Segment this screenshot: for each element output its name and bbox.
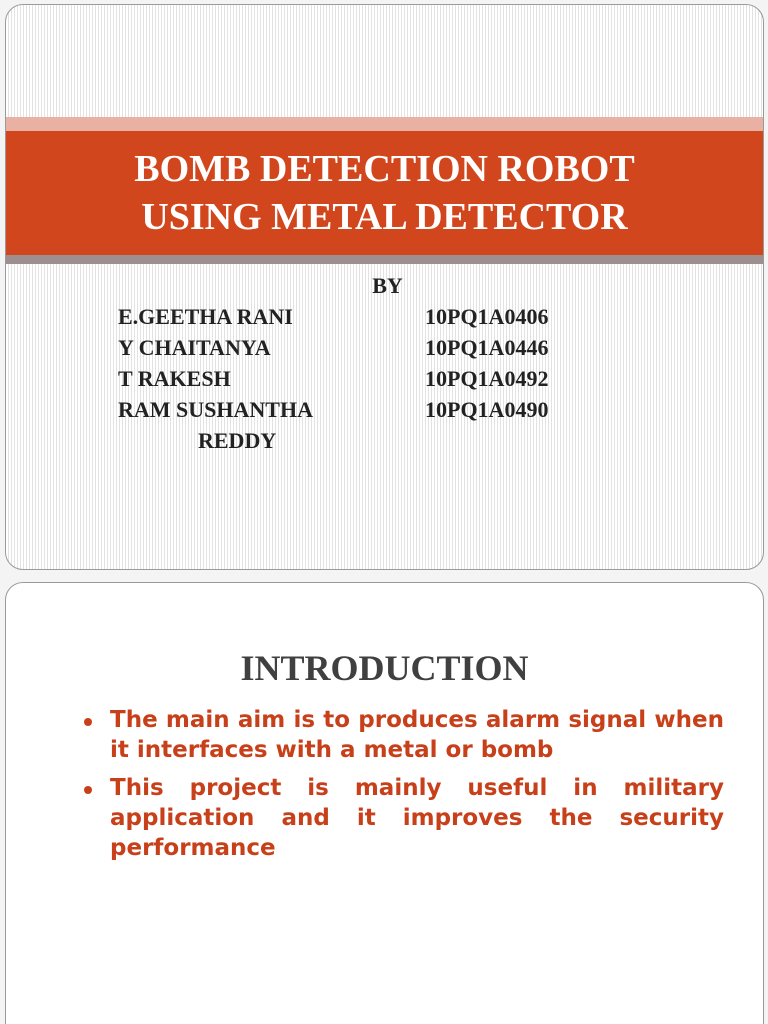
bullet-text: The main aim is to produces alarm signal when it interfaces with a metal or bomb bbox=[110, 707, 724, 763]
bullet-item bbox=[82, 773, 724, 863]
author-id: 10PQ1A0490 bbox=[425, 397, 549, 422]
bullet-text: This project is mainly useful in military application and it improves the security performance bbox=[110, 775, 724, 861]
title-line-2: USING METAL DETECTOR bbox=[141, 196, 628, 238]
author-id: 10PQ1A0492 bbox=[425, 366, 549, 391]
title-top-strip bbox=[6, 117, 763, 131]
title-bottom-strip bbox=[6, 255, 763, 264]
by-label: BY bbox=[372, 273, 403, 298]
author-name: E.GEETHA RANI bbox=[118, 304, 293, 329]
author-list bbox=[118, 301, 638, 456]
author-row bbox=[118, 301, 638, 332]
slide-title bbox=[134, 145, 634, 241]
author-name: RAM SUSHANTHA bbox=[118, 397, 313, 422]
author-name: Y CHAITANYA bbox=[118, 335, 271, 360]
author-id: 10PQ1A0406 bbox=[425, 304, 549, 329]
bullet-dot-icon bbox=[84, 718, 92, 726]
bullet-dot-icon bbox=[84, 786, 92, 794]
introduction-slide bbox=[5, 582, 764, 1024]
bullet-item bbox=[82, 705, 724, 765]
author-row bbox=[118, 394, 638, 425]
author-row bbox=[118, 332, 638, 363]
intro-heading: INTRODUCTION bbox=[240, 648, 529, 688]
author-row bbox=[118, 363, 638, 394]
title-slide bbox=[5, 4, 764, 570]
author-name: T RAKESH bbox=[118, 366, 231, 391]
title-line-1: BOMB DETECTION ROBOT bbox=[134, 148, 635, 190]
author-id: 10PQ1A0446 bbox=[425, 335, 549, 360]
author-name-continuation: REDDY bbox=[198, 428, 277, 453]
title-band bbox=[6, 131, 763, 255]
bullet-list bbox=[82, 705, 724, 871]
